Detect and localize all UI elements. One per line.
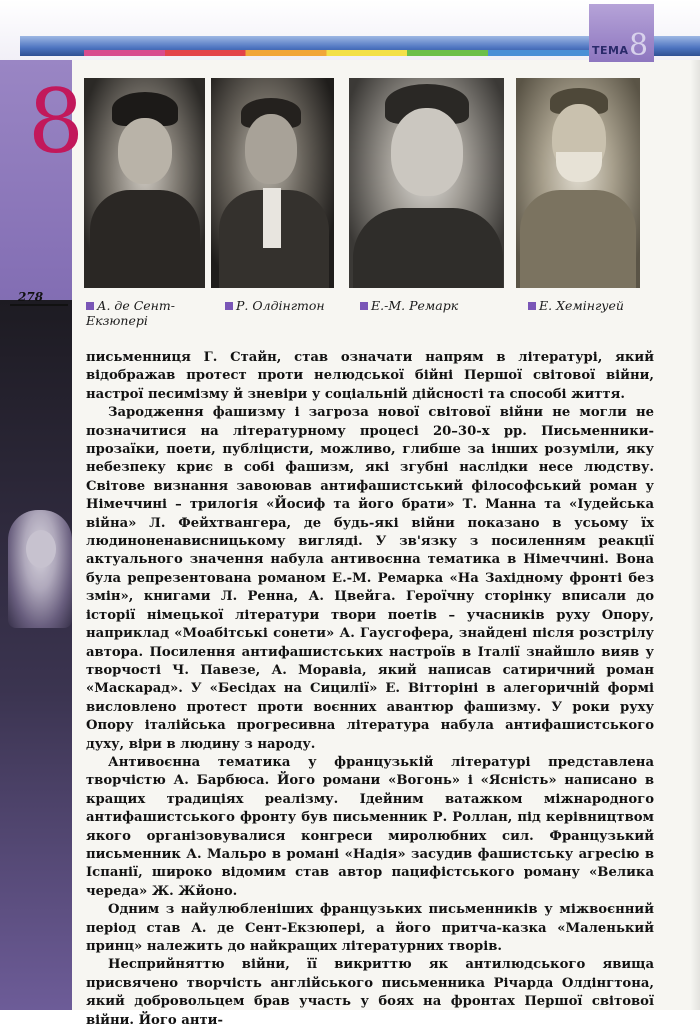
page-edge-shadow [690,60,700,1010]
topic-tab-number: 8 [629,28,649,63]
portrait-caption-aldington [225,298,340,313]
caption-bullet-icon [360,302,368,310]
portrait-photo-hemingway [516,78,640,288]
chapter-number: 8 [28,70,84,173]
header-rainbow-stripe [84,50,589,56]
caption-text: А. де Сент- [97,298,175,313]
caption-bullet-icon [225,302,233,310]
portrait-body [353,208,503,288]
caption-text: Р. Олдінгтон [236,298,325,313]
portrait-face [391,108,463,196]
portrait-photo-aldington [211,78,334,288]
paragraph: Несприйняттю війни, її викриттю як антилюдського явища присвячено творчість англійського письменника Річарда Олдінгтона, який добровольцем брав участь у боях на фронтах Першої світової війни. Його анти- [86,957,654,1028]
portrait-collar [263,188,281,248]
caption-text-line2: Екзюпері [86,313,148,328]
portrait-body [520,190,636,288]
paragraph: Одним з найулюбленіших французьких письменників у міжвоєнний період став А. де Сент-Екзюпері, а його притча-казка «Маленький принц» належить до найкращих літературних творів. [86,902,654,954]
portrait-face [118,118,172,184]
portrait-photo-remarque [349,78,504,288]
sidebar-portrait-image [8,510,72,628]
caption-text: Е. Хемінгуей [539,298,624,313]
topic-tab-label: ТЕМА [592,44,629,57]
portrait-face [245,114,297,184]
portrait-caption-saint-exupery [86,298,201,328]
paragraph: Антивоєнна тематика у французькій літературі представлена творчістю А. Барбюса. Його романи «Вогонь» і «Ясність» написано в кращих традиціях реалізму. Ідейним ватажком міжнародного антифашистського фронту був письменник Р. Роллан, під керівництвом якого організовувалися конгреси миролюбних сил. Французький письменник А. Мальро в романі «Надія» засудив фашистську агресію в Іспанії, широко відомим став автор пацифістського роману «Велика череда» Ж. Жйоно. [86,754,654,899]
paragraph: письменниця Г. Стайн, став означати напрям в літературі, який відображав протест проти нелюдської бійні Першої світової війни, настрої песимізму й зневіри у соціальній дійсності та способі життя. [86,350,654,402]
sidebar-portrait-face [26,530,56,568]
chapter-sidebar-lower [0,300,72,1010]
portrait-caption-hemingway [528,298,648,313]
article-body [86,349,654,1030]
page-number: 278 [18,290,44,304]
caption-bullet-icon [528,302,536,310]
portrait-body [90,190,200,288]
caption-bullet-icon [86,302,94,310]
caption-text: Е.-М. Ремарк [371,298,459,313]
portrait-caption-remarque [360,298,500,313]
page-number-rule [10,304,68,306]
portrait-beard [556,152,602,182]
portrait-photo-saint-exupery [84,78,205,288]
paragraph: Зародження фашизму і загроза нової світової війни не могли не позначитися на літературному процесі 20–30-х рр. Письменники-прозаїки, поети, публіцисти, можливо, глибше за інших розуміли, яку небезпеку криє в собі фашизм, які згубні наслідки несе людству. Світове визнання завоював антифашистський філософський роман у Німеччині – трилогія «Йосиф та його брати» Т. Манна та «Іудейська війна» Л. Фейхтвангера, де будь-які війни показано в усьому їх людиноненависницькому вигляді. У зв'язку з посиленням реакції актуального значення набула антивоєнна тематика в Німеччині. Вона була репрезентована романом Е.-М. Ремарка «На Західному фронті без змін», книгами Л. Ренна, А. Цвейга. Героїчну сторінку вписали до історії німецької літератури твори поетів – учасників руху Опору, наприклад «Моабітські сонети» А. Гаусгофера, знайдені після розстрілу автора. Посилення антифашистських настроїв в Італії знайшло вияв у творчості Ч. Павезе, А. Моравіа, який написав сатиричний роман «Маскарад». У «Бесідах на Сицилії» Е. Вітторіні в алегоричній формі висловлено протест проти воєнних авантюр фашизму. У роки руху Опору італійська прогресивна література набула антифашистського духу, віри в людину з народу. [86,405,654,752]
